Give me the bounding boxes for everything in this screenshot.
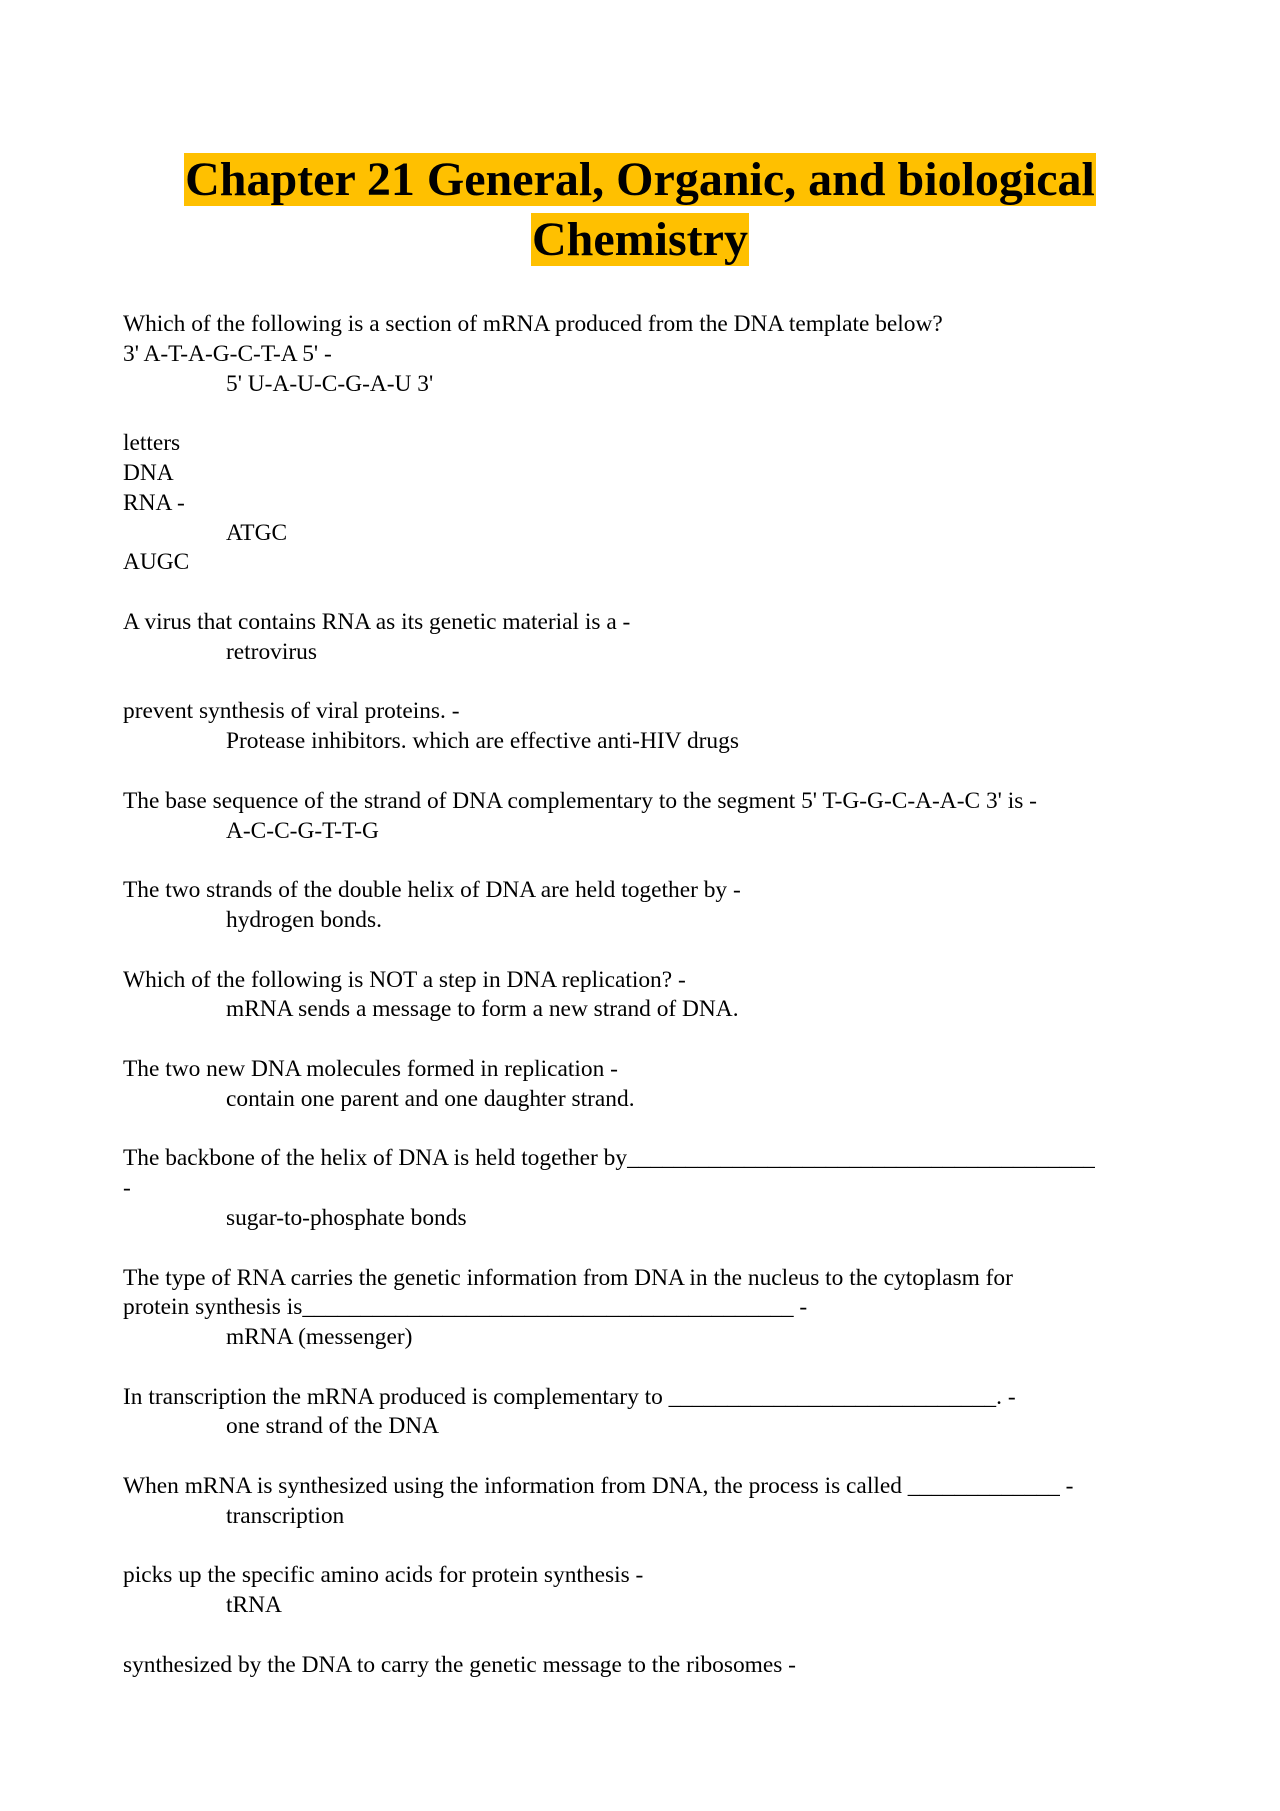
answer-line: mRNA sends a message to form a new strand of DNA.	[226, 996, 739, 1023]
answer-line: retrovirus	[226, 638, 317, 665]
question-line: letters	[123, 430, 181, 457]
blank-line	[123, 936, 1168, 966]
blank-line	[123, 757, 1168, 787]
title-line-2: Chemistry	[532, 213, 748, 266]
question-line: Which of the following is a section of mRNA produced from the DNA template below?	[123, 311, 943, 337]
question-line: When mRNA is synthesized using the information from DNA, the process is called _____________ -	[123, 1473, 1074, 1500]
question-line: protein synthesis is__________________________________________ -	[123, 1294, 808, 1321]
page-title	[0, 150, 1280, 270]
answer-line: Protease inhibitors. which are effective anti-HIV drugs	[226, 728, 739, 755]
answer-line: 5' U-A-U-C-G-A-U 3'	[226, 370, 434, 397]
blank-line	[123, 1115, 1168, 1145]
question-line: The two new DNA molecules formed in replication -	[123, 1055, 618, 1082]
blank-line	[123, 578, 1168, 608]
answer-line: tRNA	[226, 1592, 282, 1619]
question-line: picks up the specific amino acids for protein synthesis -	[123, 1562, 644, 1589]
answer-line: hydrogen bonds.	[226, 906, 382, 933]
question-line: The backbone of the helix of DNA is held together by________________________________________	[123, 1145, 1095, 1172]
answer-line: ATGC	[226, 519, 288, 546]
question-line: The base sequence of the strand of DNA complementary to the segment 5' T-G-G-C-A-A-C 3' is -	[123, 787, 1037, 814]
document-body	[123, 310, 1168, 1681]
question-line: Which of the following is NOT a step in DNA replication? -	[123, 966, 686, 993]
question-line: AUGC	[123, 549, 190, 576]
answer-line: one strand of the DNA	[226, 1413, 440, 1440]
question-line: synthesized by the DNA to carry the genetic message to the ribosomes -	[123, 1651, 796, 1678]
answer-line: mRNA (messenger)	[226, 1324, 413, 1351]
question-line: 3' A-T-A-G-C-T-A 5' -	[123, 340, 332, 367]
blank-line	[123, 1234, 1168, 1264]
blank-line	[123, 1621, 1168, 1651]
question-line: RNA -	[123, 489, 185, 516]
blank-line	[123, 1353, 1168, 1383]
title-line-1: Chapter 21 General, Organic, and biological	[185, 153, 1095, 206]
question-line: DNA	[123, 459, 174, 486]
blank-line	[123, 1442, 1168, 1472]
answer-line: contain one parent and one daughter strand.	[226, 1085, 635, 1112]
question-line: -	[123, 1175, 131, 1202]
answer-line: transcription	[226, 1502, 345, 1529]
question-line: The type of RNA carries the genetic information from DNA in the nucleus to the cytoplasm for	[123, 1264, 1013, 1291]
blank-line	[123, 1025, 1168, 1055]
blank-line	[123, 1532, 1168, 1562]
answer-line: A-C-C-G-T-T-G	[226, 817, 379, 844]
blank-line	[123, 846, 1168, 876]
question-line: A virus that contains RNA as its genetic material is a -	[123, 608, 631, 635]
question-line: The two strands of the double helix of DNA are held together by -	[123, 877, 741, 904]
answer-line: sugar-to-phosphate bonds	[226, 1204, 467, 1231]
question-line: In transcription the mRNA produced is complementary to ____________________________. -	[123, 1383, 1016, 1410]
blank-line	[123, 668, 1168, 698]
question-line: prevent synthesis of viral proteins. -	[123, 698, 460, 725]
blank-line	[123, 399, 1168, 429]
